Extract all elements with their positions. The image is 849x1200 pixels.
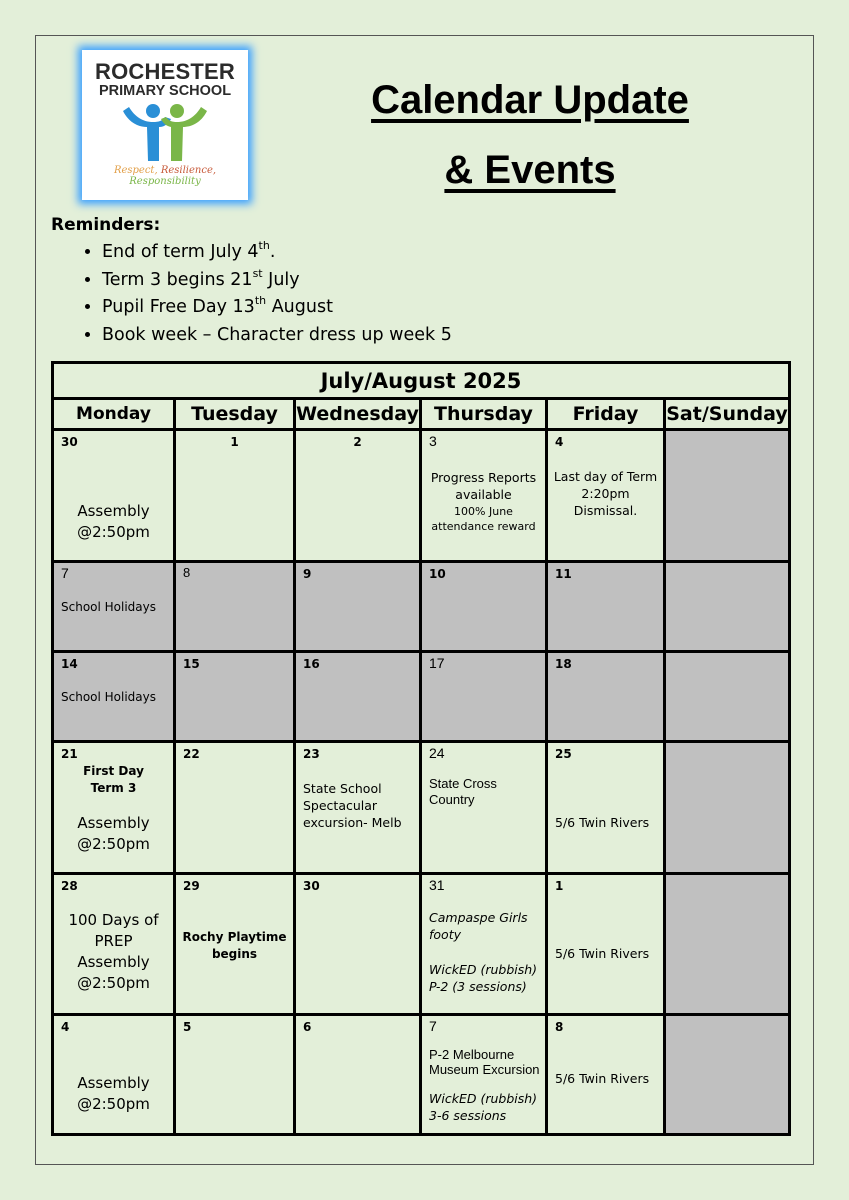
day-number: 10 (429, 567, 446, 581)
day-cell (547, 742, 665, 874)
event-text: Progress Reports available (430, 470, 537, 502)
day-number: 8 (183, 565, 191, 580)
day-number: 23 (303, 747, 320, 761)
day-cell (295, 652, 421, 742)
header-thursday: Thursday (421, 399, 547, 430)
event-text: State School Spectacular excursion- Melb (303, 781, 402, 830)
day-number: 22 (183, 747, 200, 761)
weekend-cell (665, 430, 790, 562)
event-text: P-2 Melbourne Museum Excursion (429, 1047, 540, 1077)
day-cell (421, 742, 547, 874)
event-text: First Day Term 3 (83, 764, 144, 795)
calendar-table (51, 361, 791, 1136)
day-cell (175, 430, 295, 562)
day-cell (421, 652, 547, 742)
day-number: 30 (61, 435, 78, 449)
day-number: 7 (61, 565, 69, 581)
day-number: 30 (303, 879, 320, 893)
day-cell (547, 652, 665, 742)
day-number: 16 (303, 657, 320, 671)
day-cell (53, 652, 175, 742)
weekend-cell (665, 874, 790, 1015)
day-cell (53, 430, 175, 562)
reminders-section (51, 215, 452, 349)
header-wednesday: Wednesday (295, 399, 421, 430)
event-text: WickED (rubbish) P-2 (3 sessions) (429, 962, 538, 994)
day-cell (175, 742, 295, 874)
logo-line2: PRIMARY SCHOOL (98, 83, 232, 99)
day-cell (547, 430, 665, 562)
logo-line1: ROCHESTER (95, 59, 235, 84)
day-cell (421, 1015, 547, 1135)
calendar-caption: July/August 2025 (53, 363, 790, 399)
day-number: 17 (429, 655, 445, 671)
day-cell (175, 874, 295, 1015)
event-text: 5/6 Twin Rivers (555, 946, 650, 961)
event-text: WickED (rubbish) 3-6 sessions (429, 1091, 538, 1123)
reminders-list (51, 239, 452, 349)
day-number: 28 (61, 879, 78, 893)
header-monday: Monday (53, 399, 175, 430)
weekend-cell (665, 1015, 790, 1135)
day-cell (547, 562, 665, 652)
day-cell (53, 562, 175, 652)
day-cell (53, 874, 175, 1015)
day-number: 21 (61, 747, 78, 761)
day-cell (53, 742, 175, 874)
day-cell (421, 430, 547, 562)
day-cell (53, 1015, 175, 1135)
day-cell (421, 874, 547, 1015)
event-text: School Holidays (61, 690, 157, 704)
day-cell (175, 652, 295, 742)
event-text: Assembly @2:50pm (77, 814, 150, 853)
day-cell (175, 1015, 295, 1135)
day-number: 3 (429, 433, 437, 449)
day-cell (295, 742, 421, 874)
event-text: Assembly @2:50pm (77, 1074, 150, 1113)
logo-tagline: Respect, Resilience, Responsibility (113, 165, 217, 187)
event-text: 5/6 Twin Rivers (555, 1071, 650, 1086)
weekend-cell (665, 742, 790, 874)
day-number: 6 (303, 1020, 312, 1034)
school-logo (82, 50, 248, 200)
day-cell (295, 874, 421, 1015)
day-cell (421, 562, 547, 652)
event-text: Rochy Playtime begins (182, 930, 287, 961)
day-number: 18 (555, 657, 572, 671)
day-number: 4 (61, 1020, 70, 1034)
day-cell (175, 562, 295, 652)
event-text: School Holidays (61, 600, 157, 614)
reminder-item: • Book week – Character dress up week 5 (102, 322, 452, 350)
reminder-item: • Pupil Free Day 13th August (102, 294, 452, 322)
day-number: 5 (183, 1020, 192, 1034)
reminder-item: • Term 3 begins 21st July (102, 267, 452, 295)
reminder-item: • End of term July 4th. (102, 239, 452, 267)
day-number: 24 (429, 745, 445, 761)
header-friday: Friday (547, 399, 665, 430)
reminders-heading: Reminders: (51, 215, 161, 235)
day-number: 1 (555, 879, 564, 893)
day-cell (295, 430, 421, 562)
event-text: Last day of Term 2:20pm Dismissal. (553, 469, 658, 518)
page-title: Calendar Update (371, 78, 689, 122)
day-number: 8 (555, 1020, 564, 1034)
day-number: 15 (183, 657, 200, 671)
day-cell (295, 562, 421, 652)
day-number: 2 (353, 435, 362, 449)
day-number: 7 (429, 1018, 437, 1034)
event-text: Campaspe Girls footy (429, 910, 528, 942)
day-number: 4 (555, 435, 564, 449)
day-number: 29 (183, 879, 200, 893)
day-number: 31 (429, 877, 445, 893)
day-cell (295, 1015, 421, 1135)
day-cell (547, 1015, 665, 1135)
day-number: 14 (61, 657, 78, 671)
event-text: 100 Days of PREP Assembly @2:50pm (68, 911, 159, 992)
day-number: 11 (555, 567, 572, 581)
day-cell (547, 874, 665, 1015)
day-number: 1 (230, 435, 239, 449)
weekend-cell (665, 562, 790, 652)
day-number: 9 (303, 567, 312, 581)
page-subtitle: & Events (444, 148, 616, 192)
header-weekend: Sat/Sunday (665, 399, 790, 430)
event-text: 100% June attendance reward (431, 505, 536, 533)
event-text: Assembly @2:50pm (77, 502, 150, 541)
header-tuesday: Tuesday (175, 399, 295, 430)
event-text: 5/6 Twin Rivers (555, 815, 650, 830)
event-text: State Cross Country (429, 776, 497, 807)
two-figures-icon (115, 101, 215, 163)
day-number: 25 (555, 747, 572, 761)
weekend-cell (665, 652, 790, 742)
